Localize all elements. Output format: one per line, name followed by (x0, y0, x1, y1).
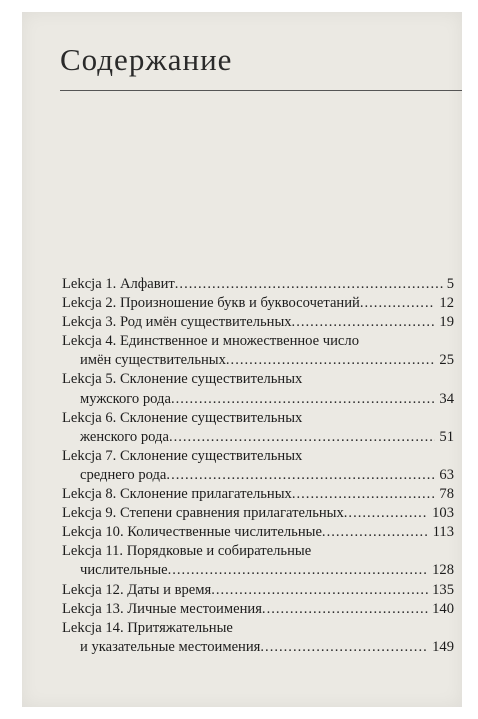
toc-page-number: 140 (432, 600, 454, 617)
toc-entry-title: женского рода (80, 428, 169, 445)
toc-entry-title: Lekcja 5. Склонение существительных (62, 371, 303, 388)
toc-line (62, 485, 454, 504)
toc-leader-dots (292, 485, 436, 504)
toc-page-number: 5 (446, 276, 454, 292)
toc-leader-dots (260, 638, 428, 657)
toc-line (62, 542, 454, 561)
toc-leader-dots (262, 600, 428, 619)
toc-line (62, 409, 454, 428)
toc-leader-dots (360, 294, 436, 313)
toc-entry (62, 485, 454, 504)
toc-page-number: 135 (432, 581, 454, 598)
toc-entry-title: и указательные местоимения (80, 638, 261, 655)
toc-entry (62, 275, 454, 294)
toc-entry (62, 294, 454, 313)
toc-entry-title: Lekcja 7. Склонение существительных (62, 447, 303, 464)
toc-entry (62, 370, 454, 408)
toc-page-number: 12 (439, 295, 454, 312)
toc-entry-title: Lekcja 4. Единственное и множественное число (62, 333, 359, 350)
toc-entry-title: Lekcja 8. Склонение прилагательных (62, 486, 292, 503)
page-title: Содержание (60, 42, 233, 77)
toc-line (62, 390, 454, 409)
toc-line (62, 619, 454, 638)
toc-page-number: 103 (432, 505, 454, 522)
book-page (22, 12, 462, 707)
toc-leader-dots (322, 523, 429, 542)
toc-line (62, 523, 454, 542)
toc-page-number: 78 (439, 486, 454, 503)
toc-entry (62, 447, 454, 485)
toc-entry-title: Lekcja 1. Алфавит (62, 276, 175, 292)
toc-line (62, 275, 454, 294)
toc-entry-title: имён существительных (80, 352, 226, 369)
toc-line (62, 313, 454, 332)
toc-line (62, 466, 454, 485)
toc-entry-title: Lekcja 9. Степени сравнения прилагательных (62, 505, 344, 522)
toc-line (62, 561, 454, 580)
toc-entry-title: Lekcja 10. Количественные числительные (62, 524, 322, 541)
toc-entry-title: Lekcja 3. Род имён существительных (62, 314, 292, 331)
toc-entry-title: мужского рода (80, 390, 171, 407)
toc-entry (62, 581, 454, 600)
toc-leader-dots (226, 351, 436, 370)
toc-page-number: 19 (439, 314, 454, 331)
toc-line (62, 638, 454, 657)
toc-entry (62, 619, 454, 657)
toc-entry (62, 313, 454, 332)
toc-leader-dots (169, 428, 435, 447)
toc-entry (62, 600, 454, 619)
toc-entry (62, 504, 454, 523)
toc-line (62, 294, 454, 313)
toc-page-number: 34 (439, 390, 454, 407)
toc-entry-title: Lekcja 6. Склонение существительных (62, 409, 303, 426)
toc-line (62, 600, 454, 619)
toc-leader-dots (292, 313, 436, 332)
toc-line (62, 332, 454, 351)
toc-line (62, 447, 454, 466)
toc-entry-title: числительные (80, 562, 168, 579)
toc-leader-dots (166, 466, 435, 485)
toc-entry-title: Lekcja 13. Личные местоимения (62, 600, 262, 617)
toc-leader-dots (175, 275, 443, 294)
toc-page-number: 113 (432, 524, 454, 541)
toc-entry-title: Lekcja 14. Притяжательные (62, 619, 233, 636)
toc-page-number: 51 (439, 428, 454, 445)
toc-line (62, 504, 454, 523)
toc-entry-title: Lekcja 2. Произношение букв и буквосочетаний (62, 295, 360, 312)
toc-page-number: 128 (432, 562, 454, 579)
toc-line (62, 370, 454, 389)
toc-entry (62, 332, 454, 370)
toc-page-number: 25 (439, 352, 454, 369)
toc-line (62, 428, 454, 447)
toc-entry (62, 523, 454, 542)
toc-entry-title: Lekcja 11. Порядковые и собирательные (62, 543, 312, 560)
toc-leader-dots (211, 581, 428, 600)
toc-leader-dots (344, 504, 428, 523)
toc-page-number: 149 (432, 638, 454, 655)
toc-leader-dots (171, 390, 435, 409)
toc-entry (62, 409, 454, 447)
toc-page-number: 63 (439, 466, 454, 483)
title-rule (60, 90, 462, 91)
toc-line (62, 581, 454, 600)
table-of-contents (62, 275, 454, 657)
toc-entry (62, 542, 454, 580)
toc-leader-dots (168, 561, 429, 580)
toc-line (62, 351, 454, 370)
toc-entry-title: среднего рода (80, 466, 167, 483)
toc-entry-title: Lekcja 12. Даты и время (62, 581, 212, 598)
